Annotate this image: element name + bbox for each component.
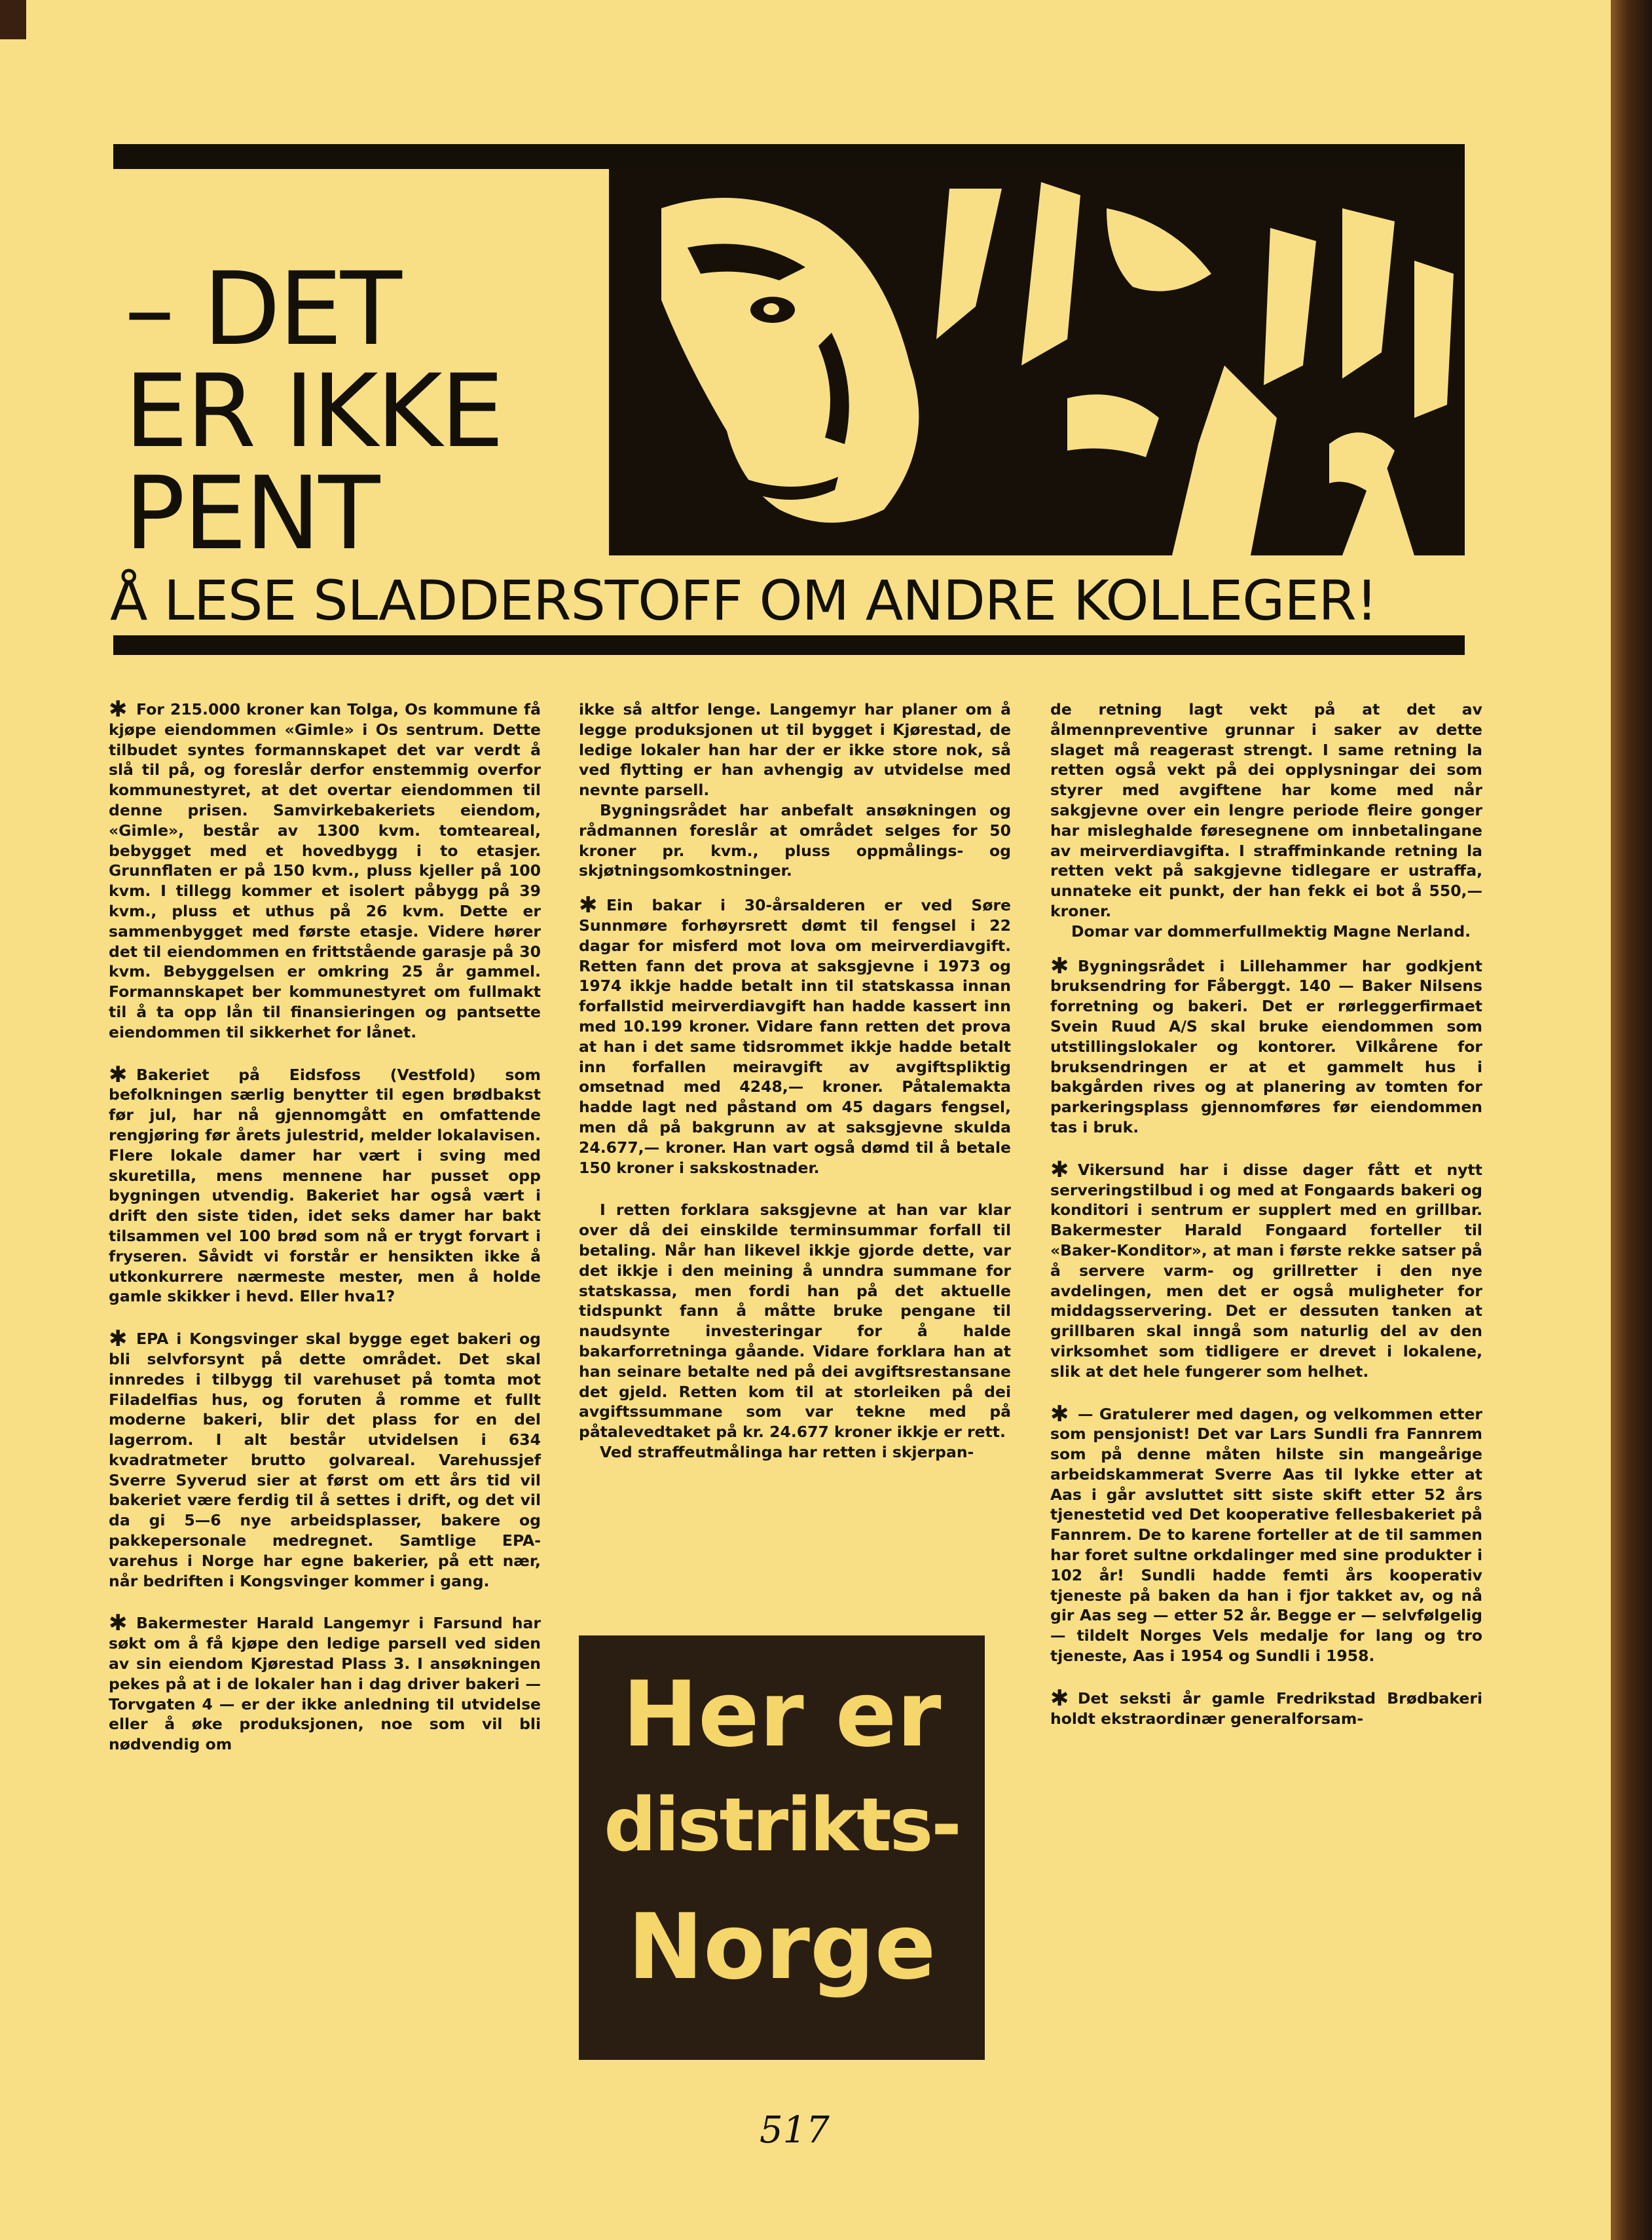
article-paragraph [1050, 1400, 1482, 1666]
article-paragraph [579, 800, 1011, 881]
column-2 [579, 700, 1011, 1463]
paragraph-text: I retten forklara saksgjevne at han var klar over då dei einskilde terminsummar forfall til betaling. Når han likevel ikkje gjorde dette, var det ikkje i den meining å unndra summane for statskassa, men fordi han på det aktuelle tidspunkt fann å måtte bruke pengane til naudsynte investeringar for å halde bakarforretninga gåande. Vidare forklara han at han seinare betalte ned på dei avgiftsrestansane det gjeld. Retten kom til at storleiken på dei avgiftssummane som var tekne med på påtalevedtaket på kr. 24.677 kroner ikkje er rett. [579, 1201, 1011, 1442]
column-3 [1050, 700, 1482, 1751]
advertisement-box [579, 1635, 985, 2060]
article-paragraph [579, 892, 1011, 1178]
paragraph-text: Vikersund har i disse dager fått et nytt serveringstilbud i og med at Fongaards bakeri og konditori i sentrum er supplert med en grillbar. Bakermester Harald Fongaard forteller til «Baker-Konditor», at man i første rekke satser på å servere varm- og grillretter i den nye avdelingen, men det er også muligheter for middagsservering. Det er dessuten tanken at grillbaren skal inngå som naturlig del av den virksomhet som tidligere er drevet i lokalene, slik at det hele fungerer som helhet. [1050, 1160, 1482, 1381]
book-spine-edge [1611, 0, 1652, 2240]
paragraph-text: de retning lagt vekt på at det av ålmennpreventive grunnar i saker av dette slaget må reagerast strengt. I same retning la retten også vekt på dei opplysningar dei som styrer med avgiftene har kome med når sakgjevne over ein lengre periode fleire gonger har misleghalde føresegnene om innbetalingane av meirverdiavgifta. I straffminkande retning la retten vekt på sakgjevne tidlegare er ustraffa, unnateke eit punkt, der han fekk ei bot å 550,— kroner. [1050, 700, 1482, 920]
asterisk-icon: ✱ [1050, 1156, 1069, 1183]
asterisk-icon: ✱ [109, 1061, 128, 1088]
asterisk-icon: ✱ [109, 1610, 128, 1637]
paragraph-gap [1050, 942, 1482, 956]
article-paragraph [109, 1326, 541, 1591]
paragraph-text: ikke så altfor lenge. Langemyr har planer om å legge produksjonen ut til bygget i Kjørestad, de ledige lokaler han har der er ikke store nok, så ved flytting er han avhengig av utvidelse med nevnte parsell. [579, 700, 1011, 800]
paragraph-text: Ein bakar i 30-årsalderen er ved Søre Sunnmøre forhøyrsrett dømt til fengsel i 22 dagar for misferd mot lova om meirverdiavgift. Retten fann det prova at saksgjevne i 1973 og 1974 ikkje hadde betalt inn til statskassa innan forfallstid meirverdiavgift han hadde kassert inn med 10.199 kroner. Vidare fann retten det prova at han i det same tidsrommet ikkje hadde betalt inn forfallen meiravgift av avgiftspliktig omsetnad med 4248,— kroner. Påtalemakta hadde lagt ned påstand om 45 dagars fengsel, men då på bakgrunn av at saksgjevne skulda 24.677,— kroner. Han vart også dømd til å betale 150 kroner i sakskostnader. [579, 896, 1011, 1177]
asterisk-icon: ✱ [1050, 952, 1069, 979]
ad-line-1: Her er [622, 1662, 942, 1767]
paragraph-text: Det seksti år gamle Fredrikstad Brødbakeri holdt ekstraordinær generalforsam- [1050, 1689, 1482, 1728]
face-illustration [609, 169, 1465, 555]
paragraph-text: Bakermester Harald Langemyr i Farsund har søkt om å få kjøpe den ledige parsell ved siden av sin eiendom Kjørestad Plass 3. I ansøkningen pekes på at i de lokaler han i dag driver bakeri — Torvgaten 4 — er der ikke anledning til utvidelse eller å øke produksjonen, noe som vil bli nødvendig om [109, 1614, 541, 1754]
page-number: 517 [760, 2109, 830, 2152]
paragraph-text: Bakeriet på Eidsfoss (Vestfold) som befolkningen særlig benytter til egen brødbakst før jul, har nå gjennomgått en omfattende rengjøring før årets julestrid, melder lokalavisen. Flere lokale damer har vært i sving med skuretilla, mens mennene har pusset opp bygningen utvendig. Bakeriet har også vært i drift den siste tiden, idet seks damer har bakt tilsammen vel 100 brød som nå er trygt forvart i fryseren. Såvidt vi forstår er hensikten ikke å utkonkurrere nærmeste mester, men å holde gamle skikker i hevd. Eller hva1? [109, 1065, 541, 1306]
paragraph-text: Bygningsrådet i Lillehammer har godkjent bruksendring for Fåberggt. 140 — Baker Nilsens forretning og bakeri. Det er rørleggerfirmaet Svein Ruud A/S skal bruke eiendommen som utstillingslokaler og kontorer. Vilkårene for bruksendringen er at et gammelt hus i bakgården rives og at planering av tomten for parkeringsplass gjennomføres før eiendommen tas i bruk. [1050, 956, 1482, 1136]
ad-line-2: distrikts- [604, 1783, 960, 1868]
article-paragraph [109, 696, 541, 1043]
paragraph-text: Domar var dommerfullmektig Magne Nerland. [1071, 922, 1471, 941]
bottom-rule [113, 635, 1465, 655]
article-paragraph [1050, 952, 1482, 1138]
paragraph-text: EPA i Kongsvinger skal bygge eget bakeri og bli selvforsynt på dette området. Det skal innredes i tilbygg til varehuset på tomta mot Filadelfias hus, og foruten å romme et fullt moderne bakeri, blir det plass for en del lagerrom. I alt består utvidelsen i 634 kvadratmeter brutto golvareal. Varehussjef Sverre Syverud sier at først om ett års tid vil bakeriet være ferdig til å settes i drift, og det vil da gi 5—6 nye arbeidsplasser, bakere og pakkepersonale medregnet. Samtlige EPA-varehus i Norge har egne bakerier, på ett nær, når bedriften i Kongsvinger kommer i gang. [109, 1330, 541, 1590]
headline-line-3: PENT [124, 455, 378, 572]
top-rule [113, 144, 1465, 169]
headline [124, 251, 543, 572]
headline-line-1: – DET [124, 251, 400, 368]
article-paragraph [1050, 700, 1482, 922]
ad-line-3: Norge [627, 1894, 936, 2000]
article-paragraph [109, 1610, 541, 1755]
asterisk-icon: ✱ [109, 696, 128, 722]
paragraph-text: — Gratulerer med dagen, og velkommen etter som pensjonist! Det var Lars Sundli fra Fannrem som på denne måten hilste sin mangeårige arbeidskammerat Sverre Aas til lykke etter at Aas i går avsluttet sitt siste skift etter 52 års tjenestetid ved Det kooperative fellesbakeriet på Fannrem. De to karene forteller at de til sammen har foret sultne orkdalinger med sine produkter i 102 år! Sundli hadde femti års kooperativ tjeneste på baken da han i fjor takket av, og nå gir Aas seg — etter 52 år. Begge er — selvfølgelig — tildelt Norges Vels medalje for lang og tro tjeneste, Aas i 1954 og Sundli i 1958. [1050, 1404, 1482, 1666]
asterisk-icon: ✱ [1050, 1685, 1069, 1711]
paragraph-text: Bygningsrådet har anbefalt ansøkningen og rådmannen foreslår at området selges for 50 kroner pr. kvm., pluss oppmålings- og skjøtningsomkostninger. [579, 800, 1011, 880]
article-paragraph [579, 1200, 1011, 1442]
asterisk-icon: ✱ [579, 892, 598, 919]
column-1 [109, 696, 541, 1777]
article-paragraph [579, 700, 1011, 800]
scan-corner [0, 0, 26, 39]
asterisk-icon: ✱ [1050, 1400, 1069, 1427]
paragraph-text: Ved straffeutmålinga har retten i skjerpan- [600, 1442, 974, 1461]
article-paragraph [1050, 922, 1482, 942]
article-paragraph [1050, 1156, 1482, 1382]
article-paragraph [579, 1442, 1011, 1463]
headline-line-2: ER IKKE [124, 353, 502, 470]
paragraph-gap [579, 881, 1011, 895]
asterisk-icon: ✱ [109, 1326, 128, 1353]
article-paragraph [109, 1061, 541, 1307]
paragraph-text: For 215.000 kroner kan Tolga, Os kommune få kjøpe eiendommen «Gimle» i Os sentrum. Dette tilbudet syntes formannskapet det var verdt å slå til på, og foreslår derfor enstemmig overfor kommunestyret, at det overtar eiendommen til denne prisen. Samvirkebakeriets eiendom, «Gimle», består av 1300 kvm. tomteareal, bebygget med et hovedbygg i to etasjer. Grunnflaten er på 150 kvm., pluss kjeller på 100 kvm. I tillegg kommer et isolert påbygg på 39 kvm., pluss et uthus på 26 kvm. Dette er sammenbygget med første etasje. Videre hører det til eiendommen en frittstående garasje på 30 kvm. Bebyggelsen er omkring 25 år gammel. Formannskapet ber kommunestyret om fullmakt til å ta opp lån til finansieringen og pantsette eiendommen til sikkerhet for lånet. [109, 700, 541, 1041]
article-paragraph [1050, 1685, 1482, 1729]
subheadline: Å LESE SLADDERSTOFF OM ANDRE KOLLEGER! [110, 569, 1378, 633]
